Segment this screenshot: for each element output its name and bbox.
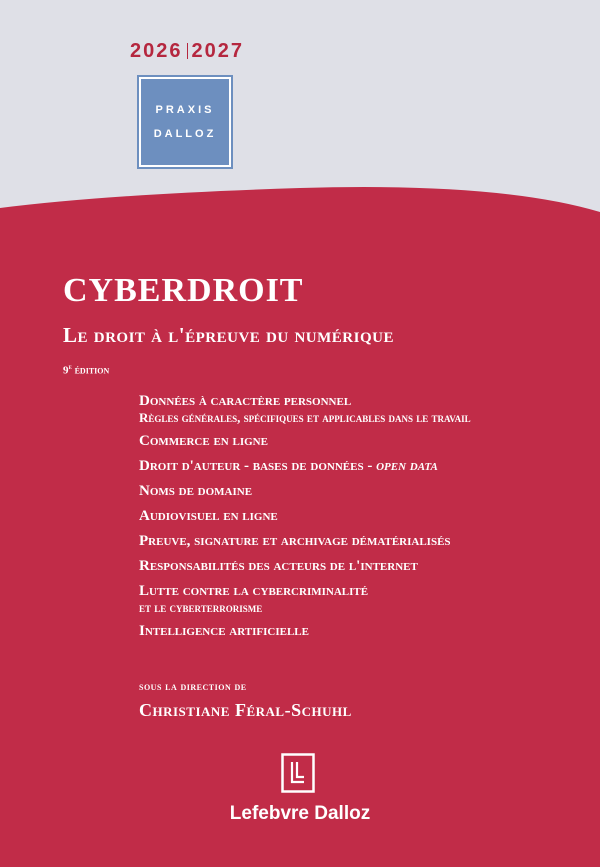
year-separator <box>187 43 188 59</box>
edition-suffix: e <box>68 363 72 371</box>
topic-label: Droit d'auteur - bases de données - <box>139 458 377 474</box>
topic-label: Commerce en ligne <box>139 433 268 449</box>
list-item <box>139 393 579 425</box>
topic-label: Noms de domaine <box>139 483 253 499</box>
topic-label: Intelligence artificielle <box>139 623 309 639</box>
list-item <box>139 533 579 550</box>
year-start: 2026 <box>130 40 183 62</box>
list-item <box>139 558 579 575</box>
author-name: Christiane Féral-Schuhl <box>139 700 352 720</box>
topic-label: Lutte contre la cybercriminalité <box>139 583 369 599</box>
series-line2: DALLOZ <box>153 128 217 140</box>
series-badge <box>137 75 233 169</box>
topic-sub: Règles générales, spécifiques et applicables dans le travail <box>139 410 471 425</box>
topic-sub: et le cyberterrorisme <box>139 600 263 615</box>
list-item <box>139 458 579 475</box>
list-item <box>139 508 579 525</box>
publisher-logo-icon <box>281 753 315 793</box>
list-item <box>139 583 579 615</box>
publisher-name: Lefebvre Dalloz <box>229 803 371 824</box>
edition-number: 9 <box>63 364 69 377</box>
topic-label: Données à caractère personnel <box>139 393 352 409</box>
topic-italic: open data <box>376 458 438 474</box>
series-line1: PRAXIS <box>155 104 215 116</box>
list-item <box>139 483 579 500</box>
list-item <box>139 623 579 640</box>
top-band <box>0 0 600 240</box>
topic-list <box>139 393 579 648</box>
direction-label: sous la direction de <box>139 681 247 693</box>
edition-label <box>63 363 109 377</box>
topic-label: Responsabilités des acteurs de l'internet <box>139 558 418 574</box>
edition-word: édition <box>71 364 110 377</box>
topic-label: Preuve, signature et archivage dématérialisés <box>139 533 451 549</box>
book-subtitle: Le droit à l'épreuve du numérique <box>63 323 394 347</box>
book-title: CYBERDROIT <box>63 272 304 309</box>
edition-years <box>0 40 374 63</box>
topic-label: Audiovisuel en ligne <box>139 508 278 524</box>
list-item <box>139 433 579 450</box>
year-end: 2027 <box>191 40 244 62</box>
